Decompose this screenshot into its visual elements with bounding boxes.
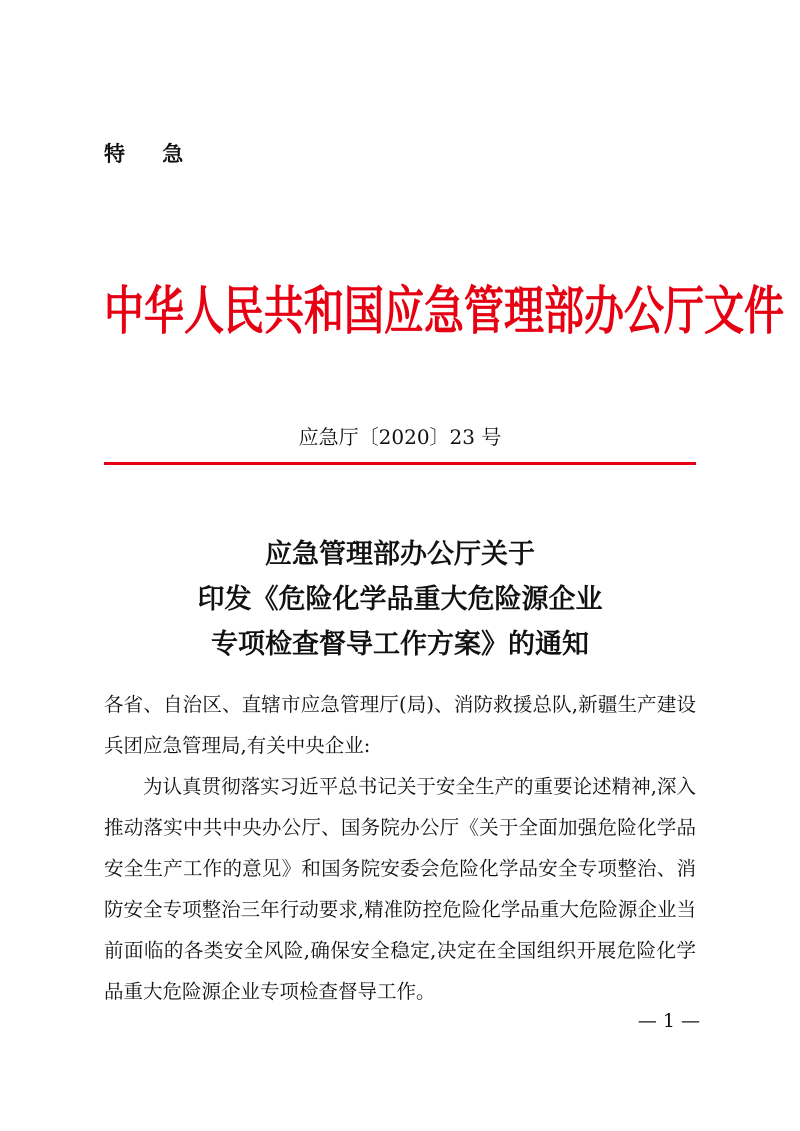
urgency-label: 特 急 — [104, 142, 199, 166]
title-line-3: 专项检查督导工作方案》的通知 — [211, 629, 589, 660]
document-body — [104, 684, 696, 1012]
title-line-2: 印发《危险化学品重大危险源企业 — [197, 584, 603, 615]
body-paragraph: 为认真贯彻落实习近平总书记关于安全生产的重要论述精神,深入推动落实中共中央办公厅、国务院办公厅《关于全面加强危险化学品安全生产工作的意见》和国务院安委会危险化学品安全专项整治、消防安全专项整治三年行动要求,精准防控危险化学品重大危险源企业当前面临的各类安全风险,确保安全稳定,决定在全国组织开展危险化学品重大危险源企业专项检查督导工作。 — [104, 775, 696, 1003]
document-number: 应急厅〔2020〕23 号 — [298, 425, 502, 449]
document-title — [104, 532, 696, 667]
red-divider-line — [104, 462, 696, 465]
addressee: 各省、自治区、直辖市应急管理厅(局)、消防救援总队,新疆生产建设兵团应急管理局,有关中央企业: — [104, 693, 696, 757]
page-number: — 1 — — [637, 1010, 700, 1032]
agency-header: 中华人民共和国应急管理部办公厅文件 — [104, 280, 784, 342]
title-line-1: 应急管理部办公厅关于 — [265, 539, 535, 570]
